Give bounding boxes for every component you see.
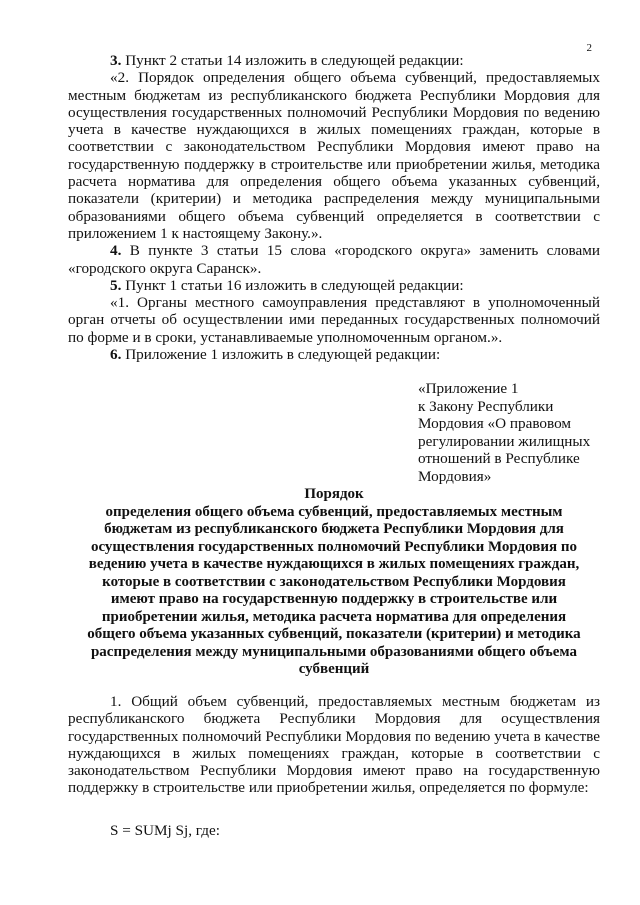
paragraph-5-text: Пункт 1 статьи 16 изложить в следующей редакции: — [121, 276, 464, 294]
title-line: общего объема указанных субвенций, показатели (критерии) и методика — [87, 626, 581, 642]
title-line: ведению учета в качестве нуждающихся в жилых помещениях граждан, — [88, 556, 580, 572]
page-number: 2 — [586, 42, 592, 54]
paragraph-5 — [68, 277, 600, 294]
annex-line: «Приложение 1 — [418, 380, 519, 397]
title-line: осуществления государственных полномочий Республики Мордовия по — [90, 538, 578, 555]
paragraph-6-text: Приложение 1 изложить в следующей редакции: — [121, 346, 441, 364]
title-line: имеют право на государственную поддержку в строительстве или — [110, 591, 558, 607]
amendments-block — [68, 52, 600, 363]
annex-line: регулировании жилищных — [418, 432, 591, 450]
item-number-6: 6. — [110, 346, 122, 364]
section-1-text: 1. Общий объем субвенций, предоставляемых местным бюджетам из республиканского бюджета Республики Мордовия для осуществления государственных полномочий Республики Мордовия по ведению учета в качестве нуждающихся в жилых помещениях граждан, которые в соответствии с законодательством Республики Мордовия имеют право на государственную поддержку в строительстве или приобретении жилья, определяется по формуле: — [68, 693, 600, 797]
annex-line: отношений в Республике — [418, 450, 580, 468]
item-number-4: 4. — [110, 242, 122, 260]
title-line: субвенций — [298, 661, 370, 677]
title-line: которые в соответствии с законодательством Республики Мордовия — [102, 573, 566, 590]
title-line: распределения между муниципальными образованиями общего объема — [90, 643, 578, 660]
paragraph-4 — [68, 242, 600, 277]
item-number-3: 3. — [110, 52, 122, 69]
title-line: приобретении жилья, методика расчета норматива для определения — [101, 608, 567, 625]
section-1 — [68, 693, 600, 797]
paragraph-5-quote: «1. Органы местного самоуправления представляют в уполномоченный орган отчеты об осуществлении ими переданных государственных полномочий по форме и в сроки, устанавливаемые уполномоченным органом.». — [68, 294, 600, 346]
paragraph-6 — [68, 346, 600, 363]
paragraph-3-quote: «2. Порядок определения общего объема субвенций, предоставляемых местным бюджетам из республиканского бюджета Республики Мордовия для осуществления государственных полномочий Республики Мордовия по ведению учета в качестве нуждающихся в жилых помещениях граждан, которые в соответствии с законодательством Республики Мордовия имеют право на государственную поддержку в строительстве или приобретении жилья, методика расчета норматива для определения общего объема указанных субвенций, показатели (критерии) и методика распределения между муниципальными образованиями общего объема субвенций определяется в соответствии с приложением 1 к настоящему Закону.». — [68, 69, 600, 242]
procedure-title — [68, 486, 600, 679]
annex-line: Мордовия» — [418, 467, 492, 485]
title-line: определения общего объема субвенций, предоставляемых местным — [105, 503, 563, 520]
formula: S = SUMj Sj, где: — [110, 822, 220, 839]
annex-header — [418, 380, 608, 486]
paragraph-3-text: Пункт 2 статьи 14 изложить в следующей редакции: — [121, 52, 464, 69]
paragraph-4-text: В пункте 3 статьи 15 слова «городского округа» заменить словами «городского округа Саранск». — [68, 242, 600, 277]
annex-line: Мордовия «О правовом — [418, 415, 571, 433]
item-number-5: 5. — [110, 276, 122, 294]
title-line: бюджетам из республиканского бюджета Республики Мордовия для — [104, 521, 564, 537]
title-line: Порядок — [304, 486, 364, 502]
paragraph-3 — [68, 52, 600, 69]
annex-line: к Закону Республики — [418, 397, 554, 415]
